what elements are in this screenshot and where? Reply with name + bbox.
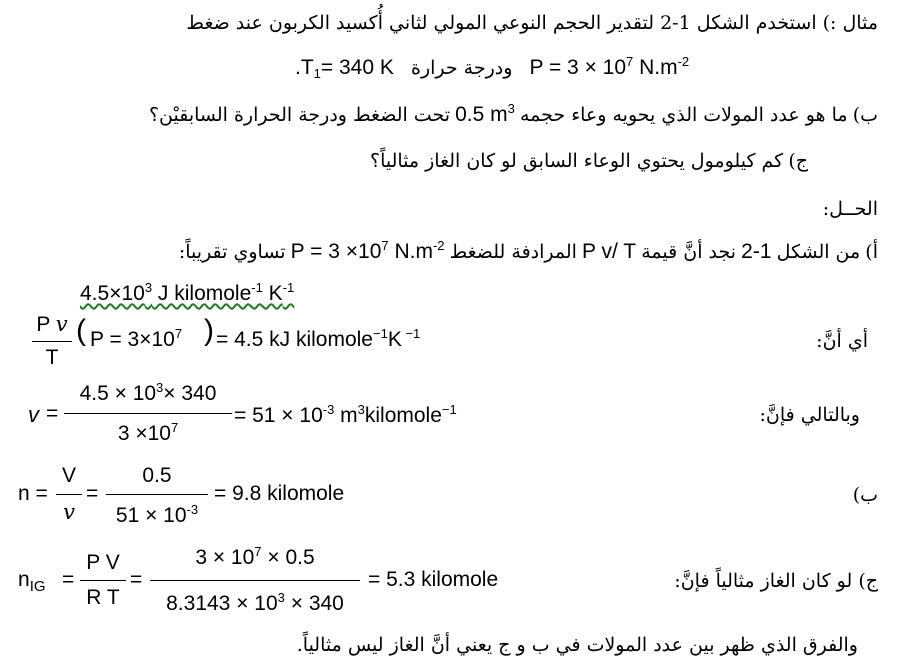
question-c-label: ج)	[788, 150, 808, 172]
t1-subscript: 1	[313, 66, 321, 82]
eq3-f2-bar	[106, 494, 208, 495]
pvt-value: $4.5\times 10^3$ J kilomole$^{-1}$ $K^{-1}$	[80, 280, 295, 305]
eq3-f1-denominator: v	[63, 500, 75, 524]
t1-value: = 340 K	[320, 56, 394, 79]
eq3-rhs: = 9.8 kilomole	[214, 482, 345, 505]
solution-a-pressure: $P = 3 \times 10^7$ $N.m^{-2}$	[290, 238, 445, 263]
eq1-rhs: = 4.5 kJ kilomole$^{-1}$K $^{-1}$	[216, 326, 421, 351]
solution-a-text-3: المرادفة للضغط	[449, 241, 577, 263]
eq1-label: أي أنَّ:	[816, 330, 868, 352]
eq3-f1-bar	[56, 494, 82, 495]
eq4-f2-numerator: $3 \times 10^7 \times 0.5$	[195, 544, 315, 569]
question-c-text: كم كيلومول يحتوي الوعاء السابق لو كان الغاز مثالياً؟	[369, 150, 784, 172]
eq4-lhs: $n_{IG}$	[18, 568, 46, 596]
eq1-fraction-bar	[32, 341, 72, 342]
eq2-lhs: v	[28, 402, 39, 427]
eq2-numerator: $4.5 \times 10^3\times 340$	[79, 380, 217, 405]
pressure-value: $P = 3 \times 10^7$ $N.m^{-2}$	[529, 54, 690, 79]
eq2-equals: =	[46, 402, 59, 425]
eq1-close-paren: )	[204, 314, 214, 347]
eq4-f1-bar	[80, 580, 126, 581]
eq3-equals: =	[86, 482, 99, 505]
temperature-word: ودرجة حرارة	[410, 57, 513, 79]
solution-a-label: أ)	[865, 241, 878, 263]
eq3-lhs: n =	[18, 482, 48, 505]
example-statement: مثال :) استخدم الشكل 1-2 لتقدير الحجم النوعي المولي لثاني أُكسيد الكربون عند ضغط	[186, 12, 878, 34]
conditions-line	[295, 56, 689, 81]
eq4-equals-1: =	[62, 568, 75, 591]
eq2-label: وبالتالي فإنَّ:	[759, 404, 860, 426]
eq4-rhs: = 5.3 kilomole	[368, 568, 499, 591]
solution-a	[179, 240, 878, 264]
eq4-equals-2: =	[130, 568, 143, 591]
eq4-label: ج) لو كان الغاز مثالياً فإنَّ:	[674, 570, 878, 592]
solution-a-text-4: تساوي تقريباً:	[178, 241, 286, 263]
question-b-text-1: ما هو عدد المولات الذي يحويه وعاء حجمه	[519, 104, 848, 126]
solution-heading: الحــل:	[822, 198, 878, 220]
pvt-ratio: P v/ T	[582, 240, 637, 263]
eq1-numerator: P v	[36, 312, 68, 336]
question-b	[149, 103, 878, 127]
eq4-f2-denominator: $8.3143 \times 10^3 \times 340$	[166, 590, 344, 615]
solution-a-text-2: نجد أنَّ قيمة	[641, 241, 737, 263]
figure-ref: 1-2	[741, 240, 772, 263]
eq4-f2-bar	[150, 580, 360, 581]
eq1-denominator: T	[45, 346, 59, 369]
eq4-f1-denominator: R T	[86, 586, 120, 609]
eq4-f1-numerator: P V	[86, 551, 120, 574]
conclusion: والفرق الذي ظهر بين عدد المولات في ب و ج يعني أنَّ الغاز ليس مثالياً.	[296, 634, 858, 656]
eq3-f2-numerator: 0.5	[142, 464, 172, 487]
eq3-f2-denominator: $51 \times 10^{-3}$	[115, 502, 199, 527]
eq1-paren-content: $P = 3\times 10^7$	[90, 326, 183, 351]
eq2-denominator: $3 \times 10^7$	[117, 420, 179, 445]
question-b-text-2: تحت الضغط ودرجة الحرارة السابقيْن؟	[148, 104, 451, 126]
volume-value: 0.5 $m^3$	[455, 101, 515, 126]
t1-symbol: T	[300, 56, 314, 79]
eq2-fraction-bar	[64, 413, 232, 414]
eq2-rhs: = $51 \times 10^{-3}$ $m^3kilomole^{-1}$	[234, 402, 457, 427]
eq1-open-paren: (	[76, 314, 86, 347]
solution-a-text-1: من الشكل	[776, 241, 861, 263]
dot: .	[295, 56, 301, 79]
eq3-f1-numerator: V	[61, 464, 76, 487]
eq3-label: ب)	[852, 484, 878, 506]
question-c	[370, 150, 808, 172]
question-b-label: ب)	[852, 104, 878, 126]
